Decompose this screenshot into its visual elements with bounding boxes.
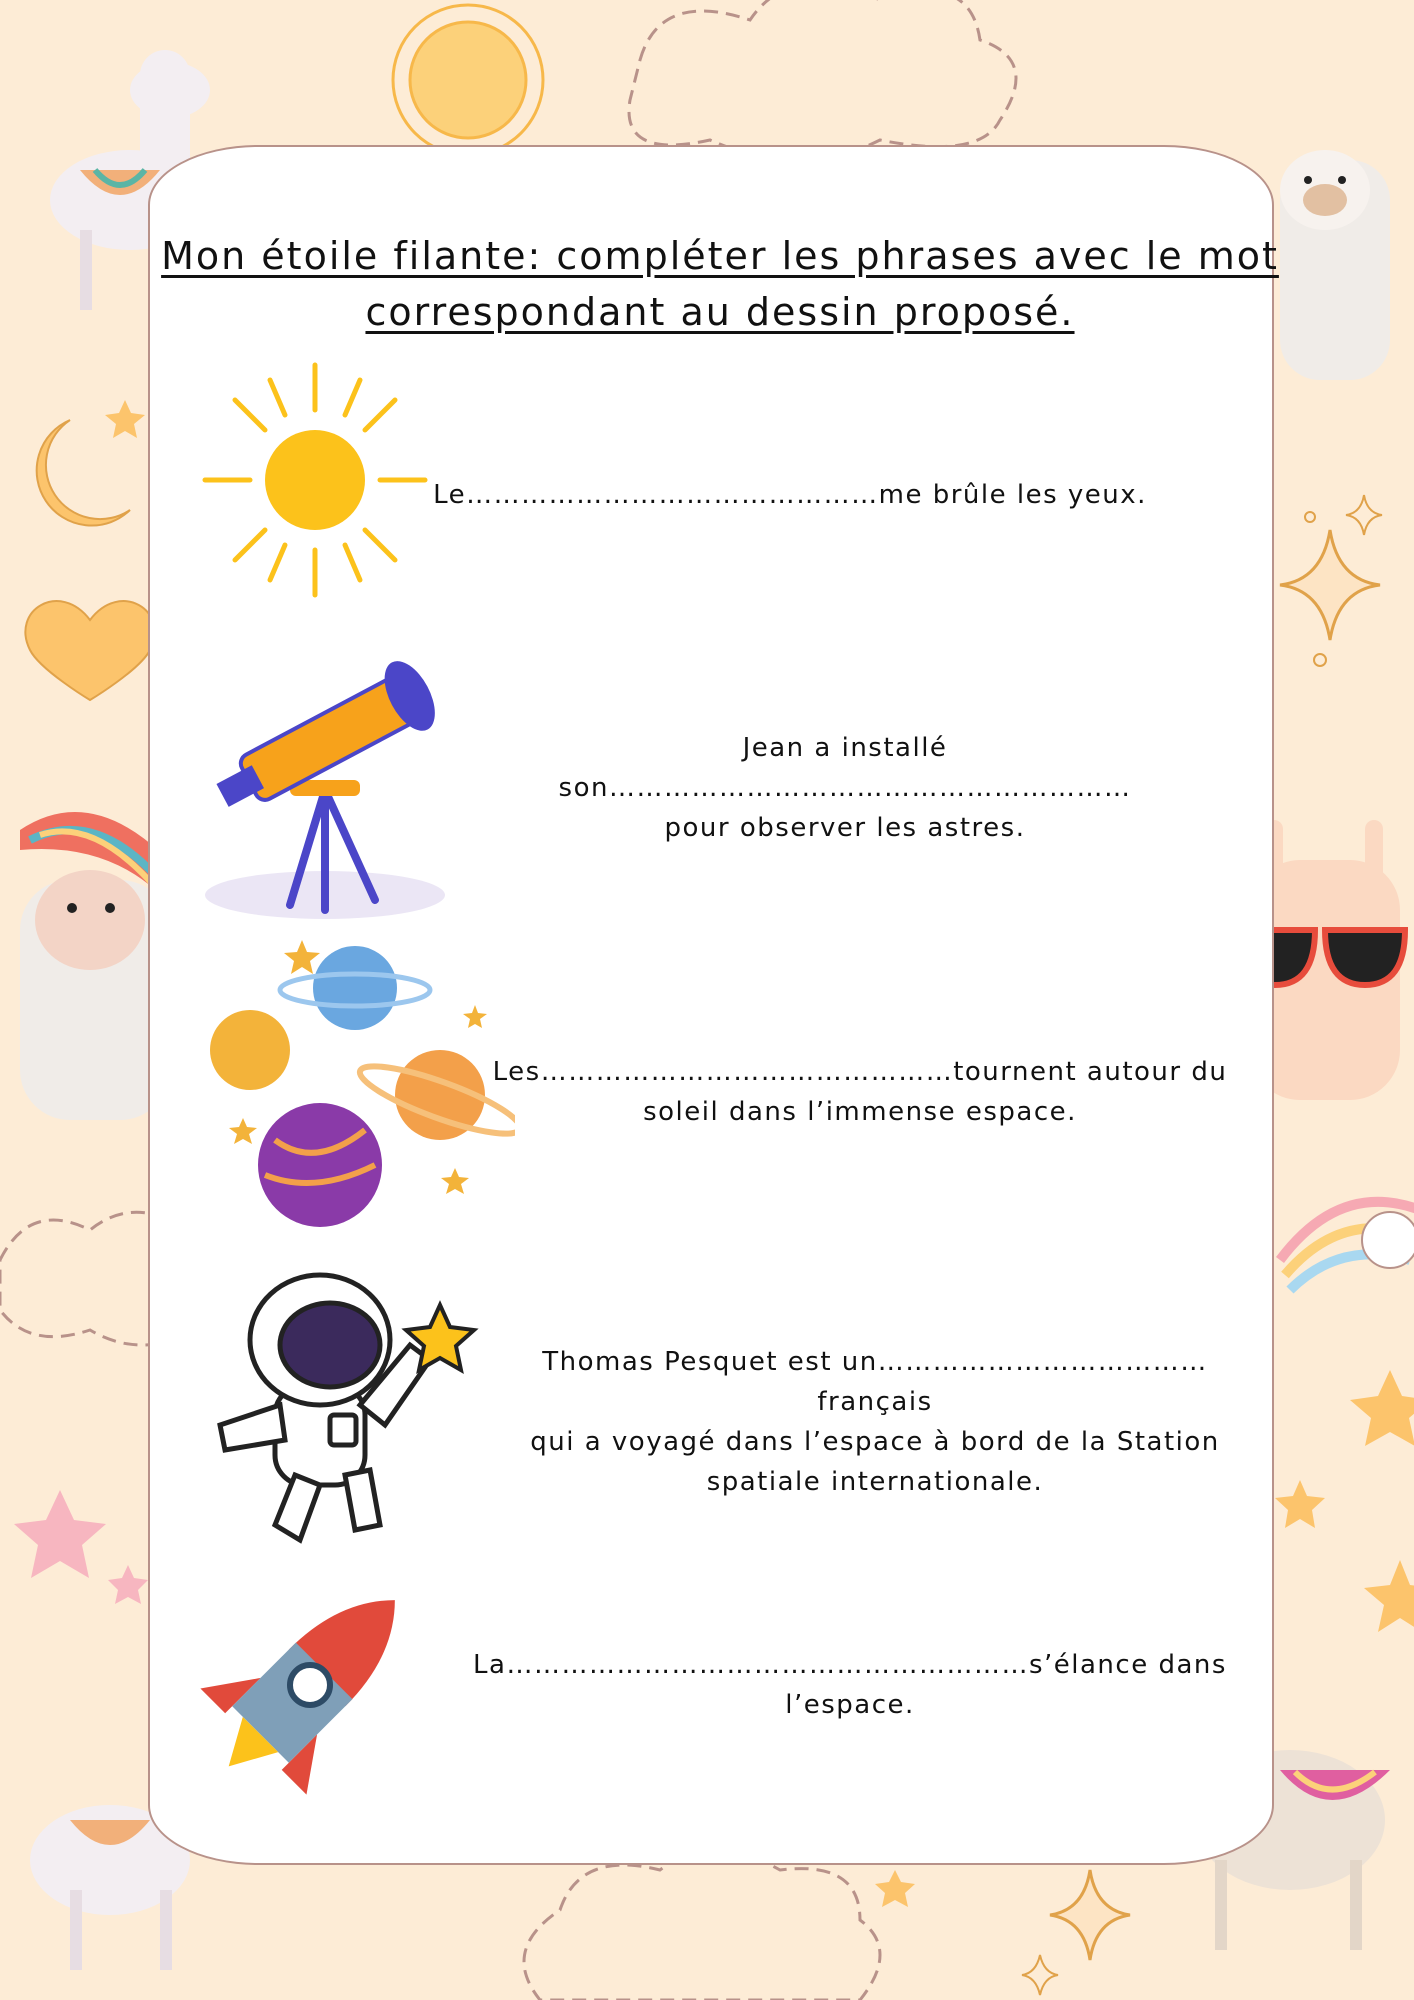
sentence-4-line-3: spatiale internationale.: [706, 1467, 1044, 1497]
sentence-3: [490, 1052, 1230, 1132]
sun-icon: [200, 360, 430, 600]
cloud-decoration-icon: [629, 0, 1016, 160]
sentence-1-line-1: Le………………………………………me brûle les yeux.: [433, 480, 1147, 510]
page-title: Mon étoile filante: compléter les phrases avec le mot correspondant au dessin proposé.: [161, 234, 1279, 334]
sparkle-icon: [1280, 530, 1380, 640]
sparkle-icon: [1022, 1955, 1058, 1995]
sentence-2-line-2: pour observer les astres.: [664, 813, 1026, 843]
star-decoration-icon: [875, 1870, 915, 1907]
sentence-4-line-2: qui a voyagé dans l’espace à bord de la Station: [530, 1427, 1220, 1457]
sentence-4: [490, 1342, 1260, 1502]
sentence-5-line-1: La…………………………………………………s’élance dans l’espace.: [473, 1650, 1227, 1720]
astronaut-icon: [200, 1265, 500, 1555]
sparkle-icon: [1346, 495, 1382, 535]
heart-icon: [25, 601, 154, 700]
star-decoration-icon: [105, 400, 145, 438]
star-decoration-icon: [108, 1565, 148, 1604]
sentence-3-line-2: soleil dans l’immense espace.: [643, 1097, 1077, 1127]
sun-decoration-icon: [393, 5, 543, 155]
sentence-1: [430, 475, 1150, 515]
sentence-2: [470, 728, 1220, 848]
star-decoration-icon: [14, 1490, 106, 1578]
planets-icon: [205, 940, 515, 1240]
telescope-icon: [205, 610, 455, 920]
rocket-icon: [190, 1565, 430, 1805]
star-decoration-icon: [1350, 1370, 1414, 1446]
sentence-3-line-1: Les………………………………………tournent autour du: [492, 1057, 1228, 1087]
cloud-decoration-icon: [524, 1850, 880, 2000]
sparkle-icon: [1050, 1870, 1130, 1960]
sentence-2-line-1: Jean a installé son…………………………………………………: [558, 733, 1132, 803]
sentence-5: [420, 1645, 1280, 1725]
sentence-4-line-1: Thomas Pesquet est un………………………………français: [542, 1347, 1208, 1417]
star-decoration-icon: [1275, 1480, 1325, 1528]
